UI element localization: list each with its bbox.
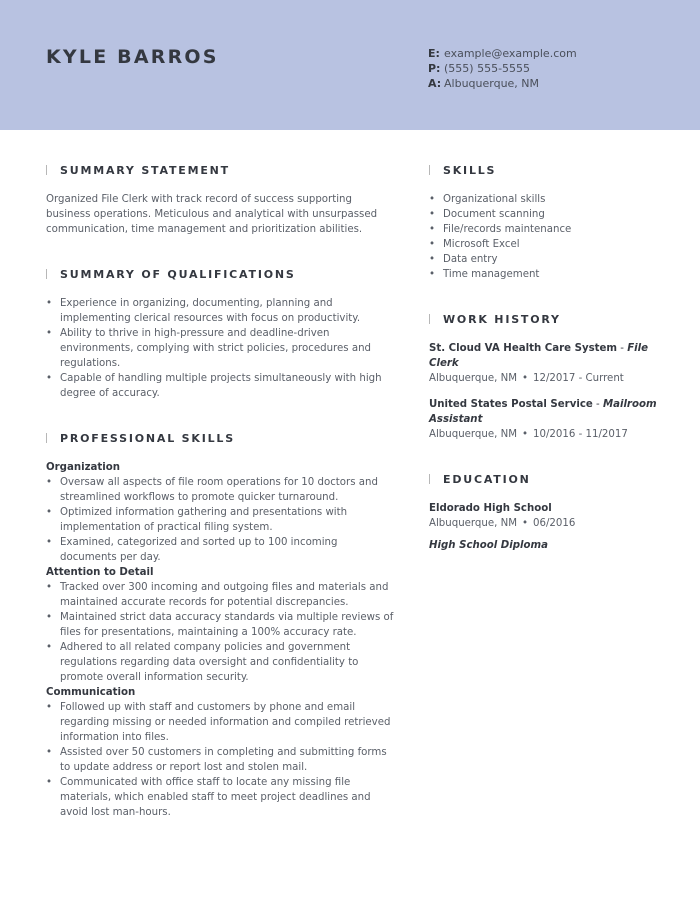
- title-separator: -: [617, 343, 628, 354]
- job-entry: [429, 397, 669, 442]
- contact-label: P:: [428, 62, 441, 75]
- list-item: • Adhered to all related company policies and government regulations regarding data oversight and confidentiality to promote overall information security.: [46, 640, 396, 685]
- email-value: example@example.com: [444, 47, 577, 60]
- list-item: • Time management: [429, 267, 669, 282]
- graduation-date: 06/2016: [533, 518, 576, 529]
- skill-group-heading: Communication: [46, 687, 136, 698]
- job-title: [429, 397, 669, 427]
- list-item: • Data entry: [429, 252, 669, 267]
- section-title: SUMMARY OF QUALIFICATIONS: [60, 267, 296, 281]
- education-meta: [429, 516, 669, 531]
- education-section: [429, 472, 669, 553]
- left-column: [46, 163, 396, 850]
- skill-group-list: [46, 700, 396, 820]
- section-title: EDUCATION: [443, 472, 531, 486]
- section-heading: [46, 431, 396, 445]
- heading-divider: [429, 314, 430, 324]
- section-title: SUMMARY STATEMENT: [60, 163, 230, 177]
- list-item: • Experience in organizing, documenting, planning and implementing clerical resources with focus on productivity.: [46, 296, 396, 326]
- job-dates: 10/2016 - 11/2017: [533, 429, 628, 440]
- skill-group-list: [46, 580, 396, 685]
- list-item: • Ability to thrive in high-pressure and deadline-driven environments, complying with strict policies, procedures and regulations.: [46, 326, 396, 371]
- list-item: • Optimized information gathering and presentations with implementation of practical filing system.: [46, 505, 396, 535]
- school-location: Albuquerque, NM: [429, 518, 518, 529]
- job-role: Mailroom Assistant: [429, 399, 657, 425]
- skill-group-heading: Attention to Detail: [46, 567, 154, 578]
- list-item: • File/records maintenance: [429, 222, 669, 237]
- job-meta: [429, 427, 669, 442]
- heading-divider: [46, 433, 47, 443]
- job-location: Albuquerque, NM: [429, 429, 518, 440]
- contact-phone: [428, 61, 577, 76]
- list-item: • Followed up with staff and customers by phone and email regarding missing or needed information and compiled retrieved information into files.: [46, 700, 396, 745]
- bullet-separator: •: [522, 518, 529, 529]
- skills-section: [429, 163, 669, 282]
- list-item: • Maintained strict data accuracy standards via multiple reviews of files for presentations, maintaining a 100% accuracy rate.: [46, 610, 396, 640]
- list-item: • Oversaw all aspects of file room operations for 10 doctors and streamlined workflows to promote quicker turnaround.: [46, 475, 396, 505]
- heading-divider: [46, 165, 47, 175]
- skill-group-heading: Organization: [46, 462, 121, 473]
- section-title: WORK HISTORY: [443, 312, 561, 326]
- contact-label: A:: [428, 77, 442, 90]
- employer-name: United States Postal Service: [429, 399, 593, 410]
- school-name: Eldorado High School: [429, 503, 552, 514]
- list-item: • Microsoft Excel: [429, 237, 669, 252]
- qualifications-list: [46, 296, 396, 401]
- summary-text: Organized File Clerk with track record of success supporting business operations. Meticulous and analytical with unsurpassed communication, time management and prioritization abilities.: [46, 194, 378, 235]
- skill-group-attention-to-detail: [46, 565, 396, 685]
- job-entry: [429, 341, 669, 386]
- skill-group-list: [46, 475, 396, 565]
- job-location: Albuquerque, NM: [429, 373, 518, 384]
- job-role: File Clerk: [429, 343, 649, 369]
- degree: High School Diploma: [429, 540, 548, 551]
- job-title: [429, 341, 669, 371]
- bullet-separator: •: [522, 429, 529, 440]
- heading-divider: [46, 269, 47, 279]
- heading-divider: [429, 165, 430, 175]
- section-heading: [429, 163, 669, 177]
- title-separator: -: [592, 399, 603, 410]
- skill-group-communication: [46, 685, 396, 820]
- list-item: • Communicated with office staff to locate any missing file materials, which enabled staff to meet project deadlines and avoid lost man-hours.: [46, 775, 396, 820]
- bullet-separator: •: [522, 373, 529, 384]
- contact-email: [428, 46, 577, 61]
- job-dates: 12/2017 - Current: [533, 373, 624, 384]
- phone-value: (555) 555-5555: [444, 62, 531, 75]
- contact-address: [428, 76, 577, 91]
- skill-group-organization: [46, 460, 396, 565]
- section-title: PROFESSIONAL SKILLS: [60, 431, 235, 445]
- qualifications-section: [46, 267, 396, 401]
- right-column: [429, 163, 669, 583]
- section-heading: [429, 472, 669, 486]
- job-meta: [429, 371, 669, 386]
- resume-header: [0, 0, 700, 130]
- list-item: • Capable of handling multiple projects simultaneously with high degree of accuracy.: [46, 371, 396, 401]
- section-title: SKILLS: [443, 163, 497, 177]
- employer-name: St. Cloud VA Health Care System: [429, 343, 618, 354]
- list-item: • Organizational skills: [429, 192, 669, 207]
- summary-section: [46, 163, 396, 237]
- list-item: • Document scanning: [429, 207, 669, 222]
- work-history-section: [429, 312, 669, 442]
- list-item: • Tracked over 300 incoming and outgoing files and materials and maintained accurate records for potential discrepancies.: [46, 580, 396, 610]
- list-item: • Assisted over 50 customers in completing and submitting forms to update address or report lost and stolen mail.: [46, 745, 396, 775]
- contact-label: E:: [428, 47, 440, 60]
- section-heading: [429, 312, 669, 326]
- section-heading: [46, 163, 396, 177]
- heading-divider: [429, 474, 430, 484]
- section-heading: [46, 267, 396, 281]
- list-item: • Examined, categorized and sorted up to 100 incoming documents per day.: [46, 535, 396, 565]
- address-value: Albuquerque, NM: [444, 77, 540, 90]
- contact-info: [428, 46, 577, 91]
- skills-list: [429, 192, 669, 282]
- professional-skills-section: [46, 431, 396, 820]
- candidate-name: KYLE BARROS: [46, 46, 219, 68]
